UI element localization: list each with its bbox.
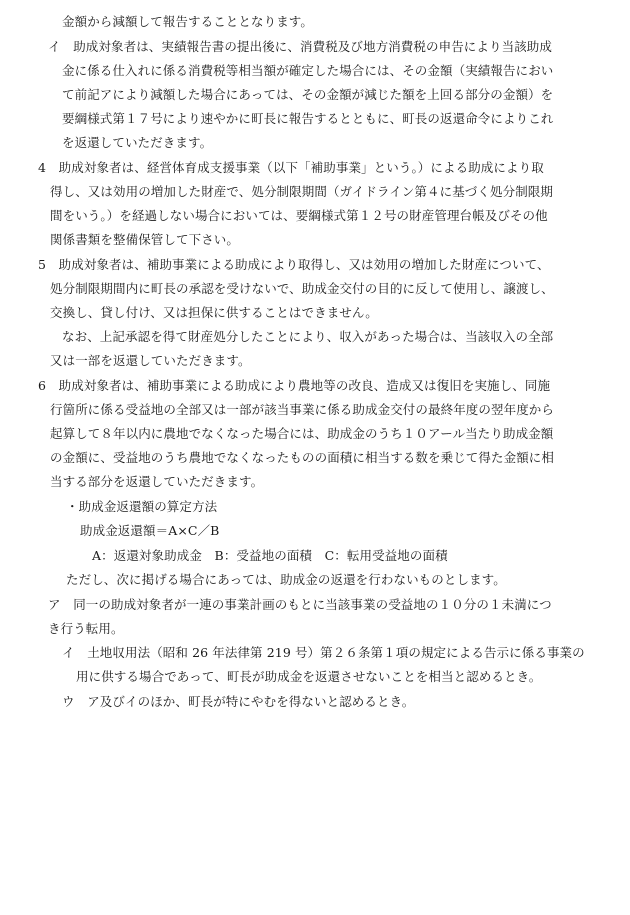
text-line: 起算して８年以内に農地でなくなった場合には、助成金のうち１０アール当たり助成金額 bbox=[50, 426, 554, 441]
text-line: 用に供する場合であって、町長が助成金を返還させないことを相当と認めるとき。 bbox=[76, 669, 542, 684]
text-line: 5 助成対象者は、補助事業による助成により取得し、又は効用の増加した財産について、 bbox=[38, 257, 550, 272]
text-line: ウ ア及びイのほか、町長が特にやむを得ないと認めるとき。 bbox=[62, 694, 415, 709]
text-line: イ 助成対象者は、実績報告書の提出後に、消費税及び地方消費税の申告により当該助成 bbox=[48, 39, 553, 54]
text-line: 行箇所に係る受益地の全部又は一部が該当事業に係る助成金交付の最終年度の翌年度から bbox=[50, 402, 555, 417]
text-line: ただし、次に掲げる場合にあっては、助成金の返還を行わないものとします。 bbox=[66, 572, 506, 587]
text-line: 要綱様式第１７号により速やかに町長に報告するとともに、町長の返還命令によりこれ bbox=[62, 111, 554, 126]
text-line: なお、上記承認を得て財産処分したことにより、収入があった場合は、当該収入の全部 bbox=[62, 329, 554, 344]
text-line: 助成金返還額＝A×C／B bbox=[80, 523, 220, 538]
text-line: 当する部分を返還していただきます。 bbox=[50, 474, 264, 489]
text-line: 又は一部を返還していただきます。 bbox=[50, 353, 251, 368]
text-line: 4 助成対象者は、経営体育成支援事業（以下「補助事業」という。）による助成により取 bbox=[38, 160, 544, 175]
text-line: 処分制限期間内に町長の承認を受けないで、助成金交付の目的に反して使用し、譲渡し、 bbox=[50, 281, 554, 296]
text-line: 関係書類を整備保管して下さい。 bbox=[50, 232, 240, 247]
text-line: イ 土地収用法（昭和 26 年法律第 219 号）第２６条第１項の規定による告示に係る事業の bbox=[62, 645, 585, 660]
text-line: 6 助成対象者は、補助事業による助成により農地等の改良、造成又は復旧を実施し、同施 bbox=[38, 378, 551, 393]
text-line: 金額から減額して報告することとなります。 bbox=[62, 14, 314, 29]
text-line: 金に係る仕入れに係る消費税等相当額が確定した場合には、その金額（実績報告におい bbox=[62, 63, 554, 78]
text-line: ア 同一の助成対象者が一連の事業計画のもとに当該事業の受益地の１０分の１未満につ bbox=[48, 597, 552, 612]
text-line: 間をいう。）を経過しない場合においては、要綱様式第１２号の財産管理台帳及びその他 bbox=[50, 208, 548, 223]
text-line: き行う転用。 bbox=[48, 621, 124, 636]
text-line: を返還していただきます。 bbox=[62, 135, 213, 150]
text-line: て前記アにより減額した場合にあっては、その金額が減じた額を上回る部分の金額）を bbox=[62, 87, 554, 102]
text-line: の金額に、受益地のうち農地でなくなったものの面積に相当する数を乗じて得た金額に相 bbox=[50, 450, 555, 465]
text-line: ・助成金返還額の算定方法 bbox=[66, 499, 218, 514]
text-line: A：返還対象助成金 B：受益地の面積 C：転用受益地の面積 bbox=[92, 548, 448, 563]
text-line: 得し、又は効用の増加した財産で、処分制限期間（ガイドライン第４に基づく処分制限期 bbox=[50, 184, 554, 199]
text-line: 交換し、貸し付け、又は担保に供することはできません。 bbox=[50, 305, 378, 320]
